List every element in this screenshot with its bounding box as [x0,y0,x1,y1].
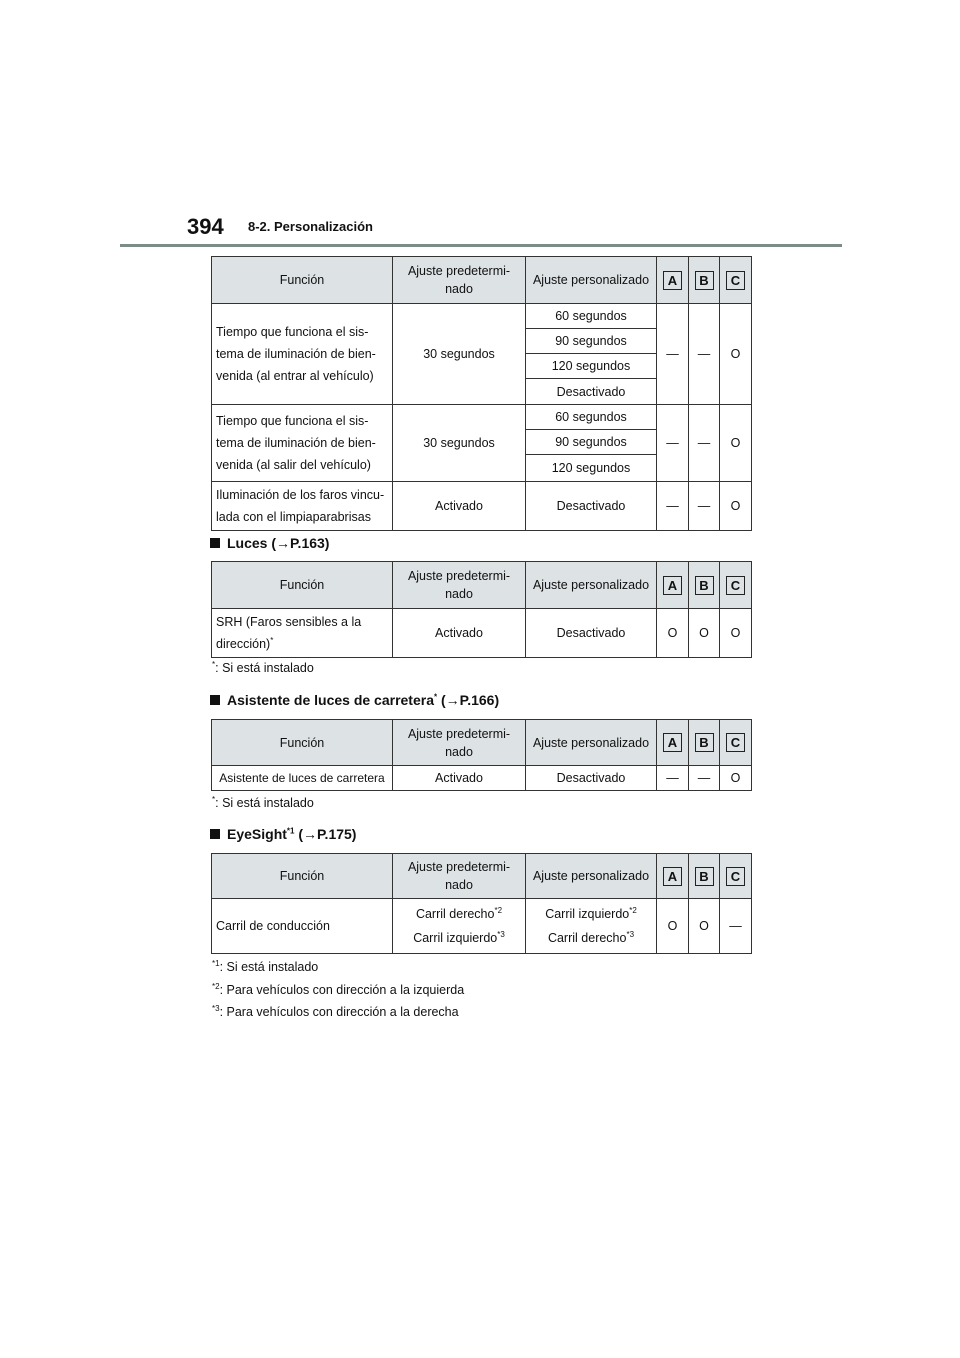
cell-opcion: 90 segundos [526,329,657,354]
cell-predeterminado: 30 segundos [393,304,526,405]
badge-a: A [663,733,682,752]
footnote-mark: *1 [286,826,295,836]
col-b [689,562,720,609]
footnote-text: : Si está instalado [215,661,314,675]
cell-funcion [212,609,393,658]
col-ajuste-personalizado: Ajuste personalizado [526,720,657,766]
cell-predeterminado: Activado [393,609,526,658]
section-title: 8-2. Personalización [248,219,373,234]
page-reference-link[interactable]: (→P.166) [437,692,500,708]
table-row [212,405,752,430]
table-header-row [212,854,752,899]
cell-predeterminado [393,899,526,954]
cell-predeterminado: Activado [393,482,526,531]
cell-personalizado: Desactivado [526,609,657,658]
col-funcion: Función [212,854,393,899]
cell-a: — [657,304,689,405]
badge-a: A [663,271,682,290]
heading-text: Luces ( [227,535,277,551]
cell-opcion: 60 segundos [526,304,657,329]
col-funcion: Función [212,562,393,609]
col-ajuste-personalizado: Ajuste personalizado [526,257,657,304]
settings-table-asistente [211,719,752,791]
cell-predeterminado: 30 segundos [393,405,526,482]
cell-opcion: 60 segundos [526,405,657,430]
col-b [689,854,720,899]
cell-personalizado [526,899,657,954]
cell-funcion-text: SRH (Faros sensibles a la dirección) [216,615,362,651]
footnote-mark: *3 [497,929,505,939]
badge-a: A [663,576,682,595]
col-a [657,257,689,304]
cell-b: — [689,482,720,531]
square-bullet-icon [210,538,220,548]
cell-funcion: Asistente de luces de carretera [212,766,393,791]
cell-c: O [720,304,752,405]
col-a [657,720,689,766]
badge-c: C [726,733,745,752]
option-line: Carril derecho$^{*3}$ [547,929,635,945]
footnote-mark: *2 [494,905,503,915]
badge-b: B [695,271,714,290]
heading-luces [210,535,329,551]
col-c [720,854,752,899]
option-line: Carril izquierdo$^{*2}$ [545,905,637,921]
col-c [720,257,752,304]
option-line: Carril derecho$^{*2}$ [415,905,503,921]
footnote-mark: *3 [212,1003,220,1013]
cell-funcion: Iluminación de los faros vincu- lada con el limpiaparabrisas [212,482,393,531]
col-ajuste-predeterminado: Ajuste predetermi- nado [393,562,526,609]
cell-opcion: 90 segundos [526,430,657,455]
cell-a: O [657,899,689,954]
table-row [212,609,752,658]
col-ajuste-personalizado: Ajuste personalizado [526,854,657,899]
badge-b: B [695,867,714,886]
footnote-mark: * [434,692,438,702]
settings-table-luces [211,561,752,658]
cell-c: O [720,405,752,482]
footnote-mark: *2 [212,981,220,991]
badge-a: A [663,867,682,886]
cell-b: — [689,405,720,482]
footnote-text: : Si está instalado [215,796,314,810]
footnote [212,661,314,675]
heading-asistente [210,692,499,708]
option-line: Carril izquierdo$^{*3}$ [413,929,505,945]
cell-a: — [657,766,689,791]
footnote-mark: * [212,659,216,669]
col-ajuste-predeterminado: Ajuste predetermi- nado [393,720,526,766]
cell-b: O [689,609,720,658]
page-reference-link[interactable]: →P.163) [276,535,330,551]
cell-funcion: Tiempo que funciona el sis- tema de iluminación de bien- venida (al salir del vehículo) [212,405,393,482]
col-ajuste-predeterminado: Ajuste predetermi- nado [393,854,526,899]
cell-a: — [657,405,689,482]
table-row [212,766,752,791]
footnote [212,960,318,974]
cell-c: — [720,899,752,954]
cell-opcion: 120 segundos [526,354,657,379]
footnote [212,1005,459,1019]
col-a [657,562,689,609]
cell-b: — [689,304,720,405]
table-header-row [212,562,752,609]
header-rule [120,244,842,247]
page-number: 394 [187,214,224,239]
cell-personalizado: Desactivado [526,766,657,791]
settings-table-eyesight [211,853,752,954]
col-c [720,562,752,609]
cell-b: — [689,766,720,791]
col-b [689,257,720,304]
page-reference-link[interactable]: (→P.175) [294,826,357,842]
footnote [212,796,314,810]
table-row [212,482,752,531]
cell-c: O [720,766,752,791]
col-funcion: Función [212,720,393,766]
cell-personalizado: Desactivado [526,482,657,531]
badge-c: C [726,271,745,290]
col-ajuste-personalizado: Ajuste personalizado [526,562,657,609]
col-funcion: Función [212,257,393,304]
heading-text: Asistente de luces de carretera [227,692,434,708]
col-a [657,854,689,899]
footnote [212,983,464,997]
cell-opcion: Desactivado [526,379,657,405]
settings-table-iluminacion [211,256,752,531]
footnote-mark: *1 [212,958,220,968]
cell-c: O [720,609,752,658]
footnote-mark: * [270,635,274,645]
square-bullet-icon [210,695,220,705]
col-ajuste-predeterminado: Ajuste predetermi- nado [393,257,526,304]
cell-a: O [657,609,689,658]
footnote-text: : Si está instalado [219,960,319,974]
footnote-mark: *2 [629,905,637,915]
cell-a: — [657,482,689,531]
cell-funcion: Carril de conducción [212,899,393,954]
cell-b: O [689,899,720,954]
footnote-mark: * [212,794,216,804]
square-bullet-icon [210,829,220,839]
table-row [212,899,752,954]
table-row [212,304,752,329]
footnote-text: : Para vehículos con dirección a la derecha [219,1005,459,1019]
cell-c: O [720,482,752,531]
cell-opcion: 120 segundos [526,455,657,482]
col-c [720,720,752,766]
heading-eyesight [210,826,356,842]
badge-c: C [726,576,745,595]
table-header-row [212,257,752,304]
cell-predeterminado: Activado [393,766,526,791]
footnote-text: : Para vehículos con dirección a la izquierda [219,983,465,997]
cell-funcion: Tiempo que funciona el sis- tema de iluminación de bien- venida (al entrar al vehículo) [212,304,393,405]
badge-b: B [695,576,714,595]
footnote-mark: *3 [626,929,635,939]
badge-c: C [726,867,745,886]
heading-text: EyeSight [227,826,287,842]
badge-b: B [695,733,714,752]
col-b [689,720,720,766]
table-header-row [212,720,752,766]
